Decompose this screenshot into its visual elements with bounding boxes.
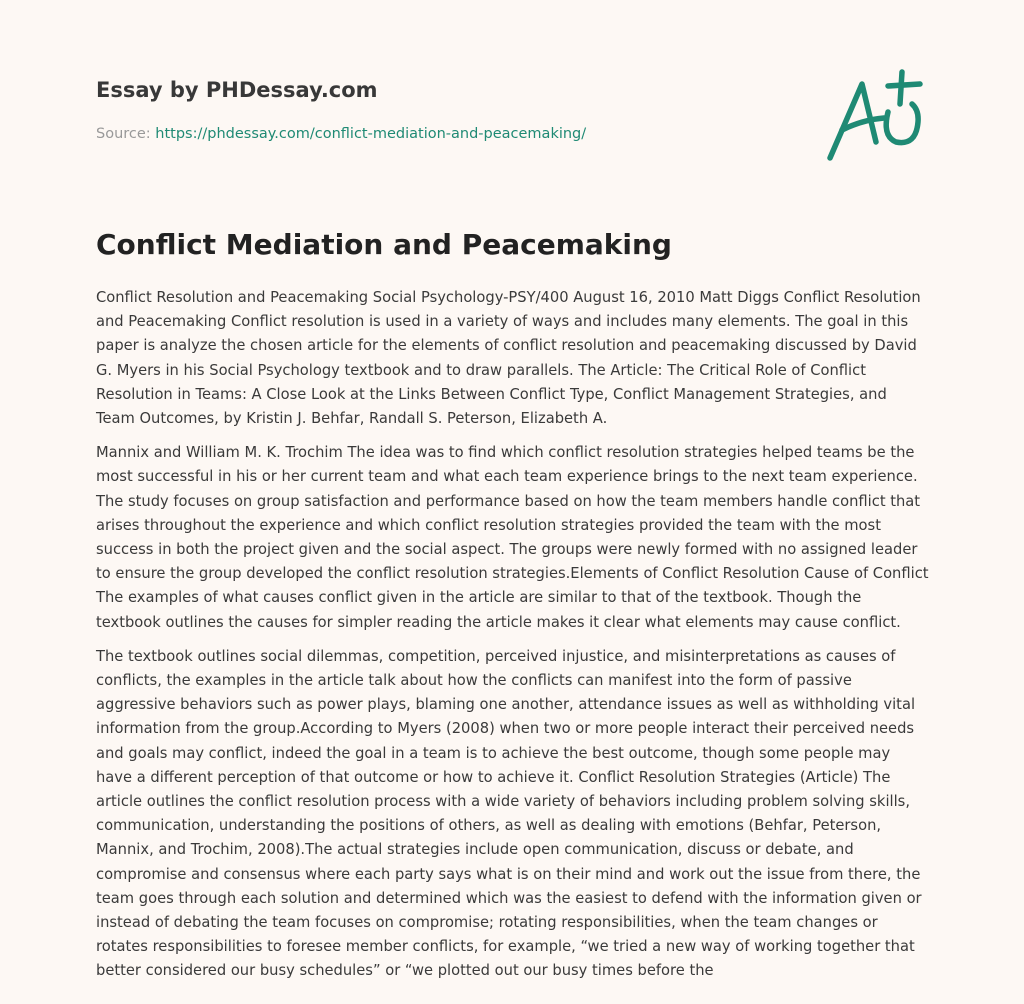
article-paragraph-1: Conflict Resolution and Peacemaking Social Psychology-PSY/400 August 16, 2010 Matt Diggs Conflict Resolution and Peacemaking Conflict resolution is used in a variety of ways and includes many elements. The goal in this paper is analyze the chosen article for the elements of conflict resolution and peacemaking discussed by David G. Myers in his Social Psychology textbook and to draw parallels. The Article: The Critical Role of Conflict Resolution in Teams: A Close Look at the Links Between Conflict Type, Conflict Management Strategies, and Team Outcomes, by Kristin J. Behfar, Randall S. Peterson, Elizabeth A.: [96, 289, 921, 428]
site-title: Essay by PHDessay.com: [96, 78, 378, 102]
source-link[interactable]: https://phdessay.com/conflict-mediation-and-peacemaking/: [155, 126, 587, 142]
a-plus-logo-icon: [822, 66, 926, 164]
article-body: [96, 286, 929, 994]
page-header: [96, 76, 796, 144]
source-label: Source:: [96, 126, 156, 142]
source-line: [96, 124, 796, 144]
article-title: Conflict Mediation and Peacemaking: [96, 228, 672, 261]
article-paragraph-2: Mannix and William M. K. Trochim The idea was to find which conflict resolution strategies helped teams be the most successful in his or her current team and what each team experience brings to the next team experience. The study focuses on group satisfaction and performance based on how the team members handle conflict that arises throughout the experience and which conflict resolution strategies provided the team with the most success in both the project given and the social aspect. The groups were newly formed with no assigned leader to ensure the group developed the conflict resolution strategies.Elements of Conflict Resolution Cause of Conflict The examples of what causes conflict given in the article are similar to that of the textbook. Though the textbook outlines the causes for simpler reading the article makes it clear what elements may cause conflict.: [96, 444, 929, 631]
article-paragraph-3: The textbook outlines social dilemmas, competition, perceived injustice, and misinterpretations as causes of conflicts, the examples in the article talk about how the conflicts can manifest into the form of passive aggressive behaviors such as power plays, blaming one another, attendance issues as well as withholding vital information from the group.According to Myers (2008) when two or more people interact their perceived needs and goals may conflict, indeed the goal in a team is to achieve the best outcome, though some people may have a different perception of that outcome or how to achieve it. Conflict Resolution Strategies (Article) The article outlines the conflict resolution process with a wide variety of behaviors including problem solving skills, communication, understanding the positions of others, as well as dealing with emotions (Behfar, Peterson, Mannix, and Trochim, 2008).The actual strategies include open communication, discuss or debate, and compromise and consensus where each party says what is on their mind and work out the issue from there, the team goes through each solution and determined which was the easiest to defend with the information given or instead of debating the team focuses on compromise; rotating responsibilities, when the team changes or rotates responsibilities to foresee member conflicts, for example, “we tried a new way of working together that better considered our busy schedules” or “we plotted out our busy times before the: [96, 647, 922, 980]
